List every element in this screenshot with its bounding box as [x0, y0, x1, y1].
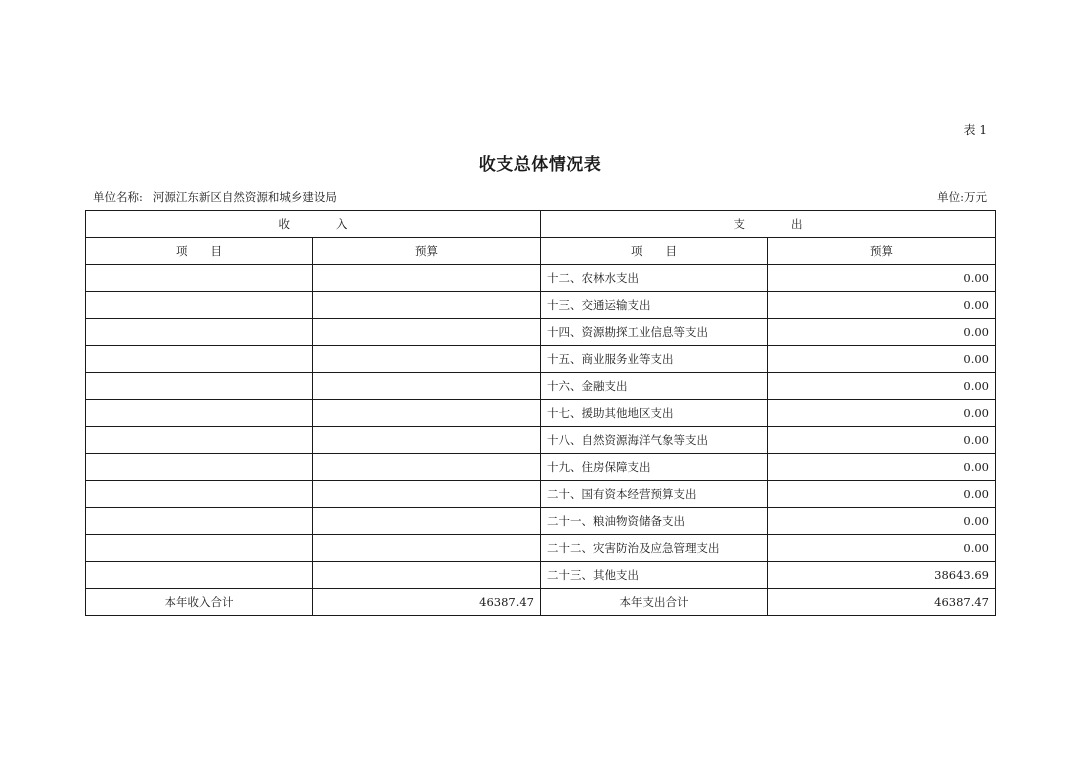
expense-item-cell: 二十二、灾害防治及应急管理支出: [541, 535, 768, 562]
income-budget-cell: [313, 319, 541, 346]
page-title: 收支总体情况表: [478, 155, 602, 175]
income-item-cell: [86, 508, 313, 535]
table-row: [86, 400, 996, 427]
table-row: [86, 427, 996, 454]
expense-item-cell: 十九、住房保障支出: [541, 454, 768, 481]
expense-header: 支 出: [541, 211, 996, 238]
income-budget-cell: [313, 265, 541, 292]
expense-item-cell: 十八、自然资源海洋气象等支出: [541, 427, 768, 454]
income-budget-cell: [313, 454, 541, 481]
income-budget-cell: [313, 508, 541, 535]
income-total-value: 46387.47: [313, 589, 541, 616]
expense-item-header: 项 目: [541, 238, 768, 265]
expense-total-value: 46387.47: [768, 589, 996, 616]
income-budget-cell: [313, 562, 541, 589]
expense-item-cell: 十七、援助其他地区支出: [541, 400, 768, 427]
expense-item-cell: 十二、农林水支出: [541, 265, 768, 292]
expense-budget-cell: 0.00: [768, 454, 996, 481]
table-row: [86, 292, 996, 319]
expense-budget-cell: 0.00: [768, 427, 996, 454]
table-row: [86, 562, 996, 589]
expense-budget-cell: 0.00: [768, 508, 996, 535]
expense-budget-cell: 0.00: [768, 400, 996, 427]
income-budget-cell: [313, 427, 541, 454]
income-budget-cell: [313, 535, 541, 562]
expense-budget-cell: 0.00: [768, 346, 996, 373]
expense-item-cell: 十六、金融支出: [541, 373, 768, 400]
expense-item-cell: 十四、资源勘探工业信息等支出: [541, 319, 768, 346]
table-number: 表 1: [963, 123, 987, 137]
expense-item-cell: 二十、国有资本经营预算支出: [541, 481, 768, 508]
income-item-cell: [86, 292, 313, 319]
income-item-cell: [86, 346, 313, 373]
totals-row: [86, 589, 996, 616]
table-row: [86, 454, 996, 481]
unit-label: 单位:万元: [937, 190, 987, 204]
income-budget-cell: [313, 292, 541, 319]
income-budget-cell: [313, 346, 541, 373]
income-item-cell: [86, 454, 313, 481]
income-item-cell: [86, 373, 313, 400]
unit-name-label: 单位名称:: [93, 190, 143, 204]
unit-name-value: 河源江东新区自然资源和城乡建设局: [152, 190, 337, 204]
expense-item-cell: 十三、交通运输支出: [541, 292, 768, 319]
expense-budget-header: 预算: [768, 238, 996, 265]
income-item-cell: [86, 319, 313, 346]
table-row: [86, 535, 996, 562]
expense-item-cell: 十五、商业服务业等支出: [541, 346, 768, 373]
income-item-cell: [86, 400, 313, 427]
income-header: 收 入: [86, 211, 541, 238]
income-budget-cell: [313, 481, 541, 508]
unit-name-line: [93, 189, 337, 205]
table-row: [86, 481, 996, 508]
income-budget-cell: [313, 400, 541, 427]
expense-budget-cell: 0.00: [768, 265, 996, 292]
expense-budget-cell: 0.00: [768, 292, 996, 319]
expense-budget-cell: 0.00: [768, 481, 996, 508]
budget-table-body: [86, 211, 996, 616]
expense-item-cell: 二十一、粮油物资储备支出: [541, 508, 768, 535]
budget-table: [85, 210, 996, 616]
expense-budget-cell: 0.00: [768, 535, 996, 562]
income-item-cell: [86, 562, 313, 589]
expense-item-cell: 二十三、其他支出: [541, 562, 768, 589]
income-item-cell: [86, 427, 313, 454]
expense-budget-cell: 0.00: [768, 319, 996, 346]
income-budget-cell: [313, 373, 541, 400]
income-total-label: 本年收入合计: [86, 589, 313, 616]
expense-budget-cell: 0.00: [768, 373, 996, 400]
income-item-cell: [86, 535, 313, 562]
expense-budget-cell: 38643.69: [768, 562, 996, 589]
header-row-columns: [86, 238, 996, 265]
table-row: [86, 508, 996, 535]
expense-total-label: 本年支出合计: [541, 589, 768, 616]
table-row: [86, 346, 996, 373]
income-item-header: 项 目: [86, 238, 313, 265]
table-row: [86, 373, 996, 400]
table-row: [86, 265, 996, 292]
header-row-group: [86, 211, 996, 238]
income-item-cell: [86, 265, 313, 292]
table-row: [86, 319, 996, 346]
income-budget-header: 预算: [313, 238, 541, 265]
income-item-cell: [86, 481, 313, 508]
